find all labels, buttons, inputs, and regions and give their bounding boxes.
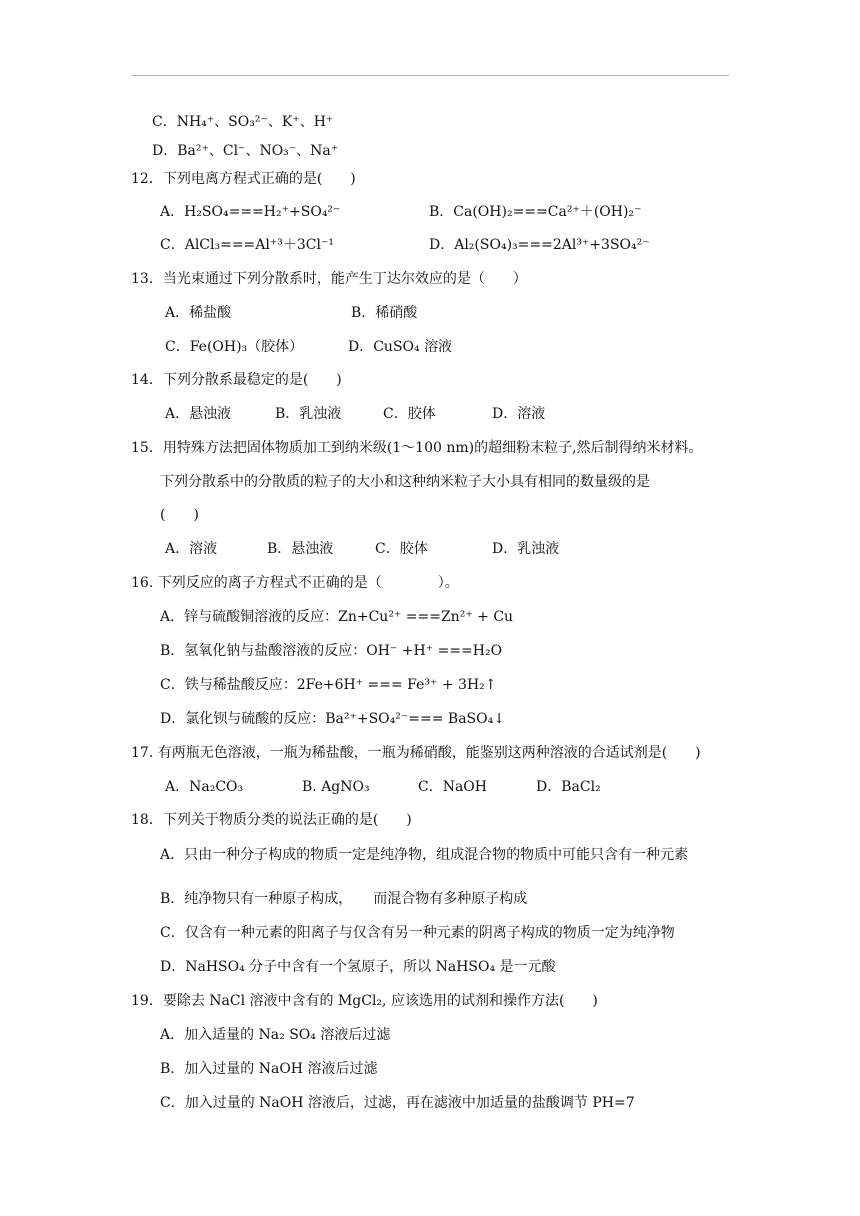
q13-stem: 13．当光束通过下列分散系时，能产生丁达尔效应的是（ ）: [131, 271, 527, 287]
q15-stem-line2: 下列分散系中的分散质的粒子的大小和这种纳米粒子大小具有相同的数量级的是: [160, 474, 650, 490]
q19-option-c: C．加入过量的 NaOH 溶液后，过滤，再在滤液中加适量的盐酸调节 PH=7: [160, 1095, 635, 1111]
q14-stem: 14．下列分散系最稳定的是( ): [131, 372, 342, 388]
q15-stem-line3: ( ): [160, 507, 199, 523]
q17-option-c: C．NaOH: [418, 779, 487, 795]
q16-option-d: D．氯化钡与硫酸的反应：Ba²⁺+SO₄²⁻=== BaSO₄↓: [160, 711, 505, 727]
q19-stem: 19．要除去 NaCl 溶液中含有的 MgCl₂, 应该选用的试剂和操作方法( ): [131, 993, 598, 1009]
q15-option-d: D．乳浊液: [492, 541, 560, 557]
q12-option-a: A．H₂SO₄===H₂⁺+SO₄²⁻: [160, 204, 341, 220]
q17-option-d: D．BaCl₂: [536, 779, 601, 795]
q18-option-d: D．NaHSO₄ 分子中含有一个氢原子，所以 NaHSO₄ 是一元酸: [160, 959, 556, 975]
q13-option-d: D．CuSO₄ 溶液: [348, 339, 453, 355]
q12-stem: 12．下列电离方程式正确的是( ): [131, 171, 356, 187]
q17-option-a: A．Na₂CO₃: [165, 779, 244, 795]
q15-option-c: C．胶体: [375, 541, 428, 557]
q18-option-c: C．仅含有一种元素的阳离子与仅含有另一种元素的阴离子构成的物质一定为纯净物: [160, 925, 675, 941]
q13-option-b: B．稀硝酸: [351, 305, 418, 321]
q18-option-b: B．纯净物只有一种原子构成， 而混合物有多种原子构成: [160, 891, 528, 907]
q16-stem: 16. 下列反应的离子方程式不正确的是（ ）。: [131, 575, 459, 591]
q18-stem: 18．下列关于物质分类的说法正确的是( ): [131, 812, 412, 828]
q14-option-b: B．乳浊液: [275, 406, 342, 422]
q17-option-b: B. AgNO₃: [302, 779, 370, 795]
q18-option-a: A．只由一种分子构成的物质一定是纯净物，组成混合物的物质中可能只含有一种元素: [160, 847, 689, 863]
q12-option-d: D．Al₂(SO₄)₃===2Al³⁺+3SO₄²⁻: [429, 237, 650, 253]
q11-option-d: D．Ba²⁺、Cl⁻、NO₃⁻、Na⁺: [152, 143, 339, 159]
q15-stem-line1: 15．用特殊方法把固体物质加工到纳米级(1～100 nm)的超细粉末粒子,然后制得纳米材料。: [131, 440, 703, 456]
header-rule: [131, 75, 729, 76]
q16-option-c: C．铁与稀盐酸反应：2Fe+6H⁺ === Fe³⁺ + 3H₂↑: [160, 677, 497, 693]
q13-option-a: A．稀盐酸: [165, 305, 232, 321]
q12-option-b: B．Ca(OH)₂===Ca²⁺＋(OH)₂⁻: [429, 204, 642, 220]
q12-option-c: C．AlCl₃===Al⁺³＋3Cl⁻¹: [160, 237, 334, 253]
q19-option-a: A．加入适量的 Na₂ SO₄ 溶液后过滤: [160, 1027, 391, 1043]
q13-option-c: C．Fe(OH)₃（胶体）: [165, 339, 304, 355]
q14-option-d: D．溶液: [492, 406, 546, 422]
q15-option-a: A．溶液: [165, 541, 218, 557]
q19-option-b: B．加入过量的 NaOH 溶液后过滤: [160, 1061, 378, 1077]
q14-option-a: A．悬浊液: [165, 406, 232, 422]
q17-stem: 17. 有两瓶无色溶液，一瓶为稀盐酸，一瓶为稀硝酸，能鉴别这两种溶液的合适试剂是( ): [131, 745, 701, 761]
q14-option-c: C．胶体: [383, 406, 436, 422]
q16-option-a: A．锌与硫酸铜溶液的反应：Zn+Cu²⁺ ===Zn²⁺ + Cu: [160, 609, 514, 625]
q15-option-b: B．悬浊液: [267, 541, 334, 557]
q11-option-c: C．NH₄⁺、SO₃²⁻、K⁺、H⁺: [152, 114, 334, 130]
q16-option-b: B．氢氧化钠与盐酸溶液的反应：OH⁻ +H⁺ ===H₂O: [160, 643, 503, 659]
